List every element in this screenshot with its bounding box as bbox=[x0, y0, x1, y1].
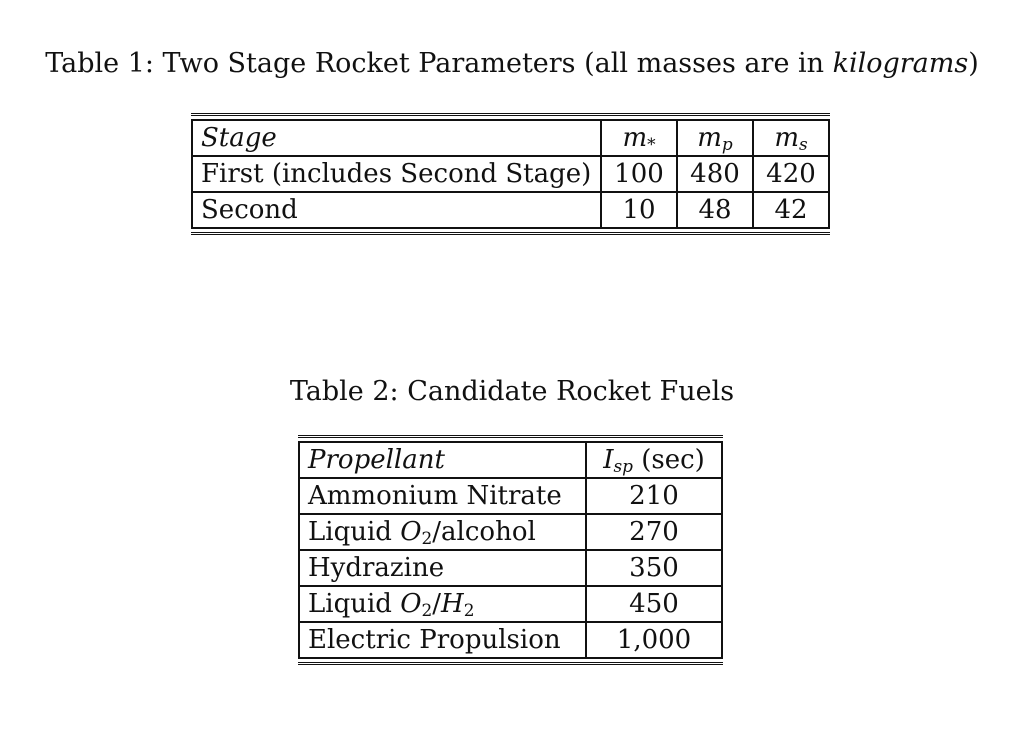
table-row bbox=[299, 550, 722, 586]
table2-header-row bbox=[299, 442, 722, 478]
table1-caption-unit: kilograms bbox=[832, 48, 969, 79]
isp-cell: 450 bbox=[586, 586, 722, 622]
table1-grid bbox=[191, 119, 830, 229]
table-row bbox=[192, 192, 829, 228]
m-s-cell: 42 bbox=[753, 192, 829, 228]
hydrogen-subscript: 2 bbox=[463, 600, 475, 621]
table1-caption bbox=[0, 48, 1024, 79]
header-isp-var: I bbox=[603, 445, 614, 475]
header-m-s-var: m bbox=[774, 123, 799, 153]
m-s-cell: 420 bbox=[753, 156, 829, 192]
propellant-cell: Electric Propulsion bbox=[299, 622, 586, 658]
slash-separator: / bbox=[432, 589, 442, 619]
stage-cell: First (includes Second Stage) bbox=[192, 156, 601, 192]
table2-caption: Table 2: Candidate Rocket Fuels bbox=[289, 376, 735, 407]
header-m-p bbox=[677, 120, 753, 156]
table2-grid bbox=[298, 441, 723, 659]
table1-caption-text: Table 1: Two Stage Rocket Parameters (all masses are in bbox=[45, 48, 833, 79]
isp-cell: 210 bbox=[586, 478, 722, 514]
hydrogen-symbol: H bbox=[441, 589, 464, 619]
header-isp bbox=[586, 442, 722, 478]
m-star-cell: 10 bbox=[601, 192, 677, 228]
header-isp-unit: (sec) bbox=[632, 445, 705, 475]
header-m-p-var: m bbox=[697, 123, 722, 153]
table1 bbox=[191, 113, 830, 235]
table-row bbox=[299, 514, 722, 550]
oxygen-symbol: O bbox=[400, 589, 422, 619]
header-m-star-var: m bbox=[622, 123, 648, 153]
isp-cell: 270 bbox=[586, 514, 722, 550]
table-row bbox=[192, 156, 829, 192]
header-m-star-sub: * bbox=[647, 134, 656, 155]
propellant-prefix: Liquid bbox=[308, 589, 401, 619]
header-m-s bbox=[753, 120, 829, 156]
header-m-s-sub: s bbox=[798, 134, 808, 155]
propellant-cell: Hydrazine bbox=[299, 550, 586, 586]
header-propellant: Propellant bbox=[299, 442, 586, 478]
propellant-suffix: /alcohol bbox=[432, 517, 536, 547]
oxygen-subscript: 2 bbox=[421, 600, 433, 621]
propellant-cell bbox=[299, 586, 586, 622]
oxygen-symbol: O bbox=[400, 517, 422, 547]
isp-cell: 350 bbox=[586, 550, 722, 586]
header-stage: Stage bbox=[192, 120, 601, 156]
table-row bbox=[299, 478, 722, 514]
header-isp-sub: sp bbox=[613, 456, 633, 477]
header-m-star bbox=[601, 120, 677, 156]
isp-cell: 1,000 bbox=[586, 622, 722, 658]
table-row bbox=[299, 586, 722, 622]
propellant-prefix: Liquid bbox=[308, 517, 401, 547]
header-m-p-sub: p bbox=[721, 134, 733, 155]
table1-header-row bbox=[192, 120, 829, 156]
m-p-cell: 48 bbox=[677, 192, 753, 228]
table-row bbox=[299, 622, 722, 658]
m-p-cell: 480 bbox=[677, 156, 753, 192]
stage-cell: Second bbox=[192, 192, 601, 228]
table2 bbox=[298, 435, 723, 665]
propellant-cell bbox=[299, 514, 586, 550]
m-star-cell: 100 bbox=[601, 156, 677, 192]
table1-caption-suffix: ) bbox=[968, 48, 979, 79]
propellant-cell: Ammonium Nitrate bbox=[299, 478, 586, 514]
oxygen-subscript: 2 bbox=[421, 528, 433, 549]
